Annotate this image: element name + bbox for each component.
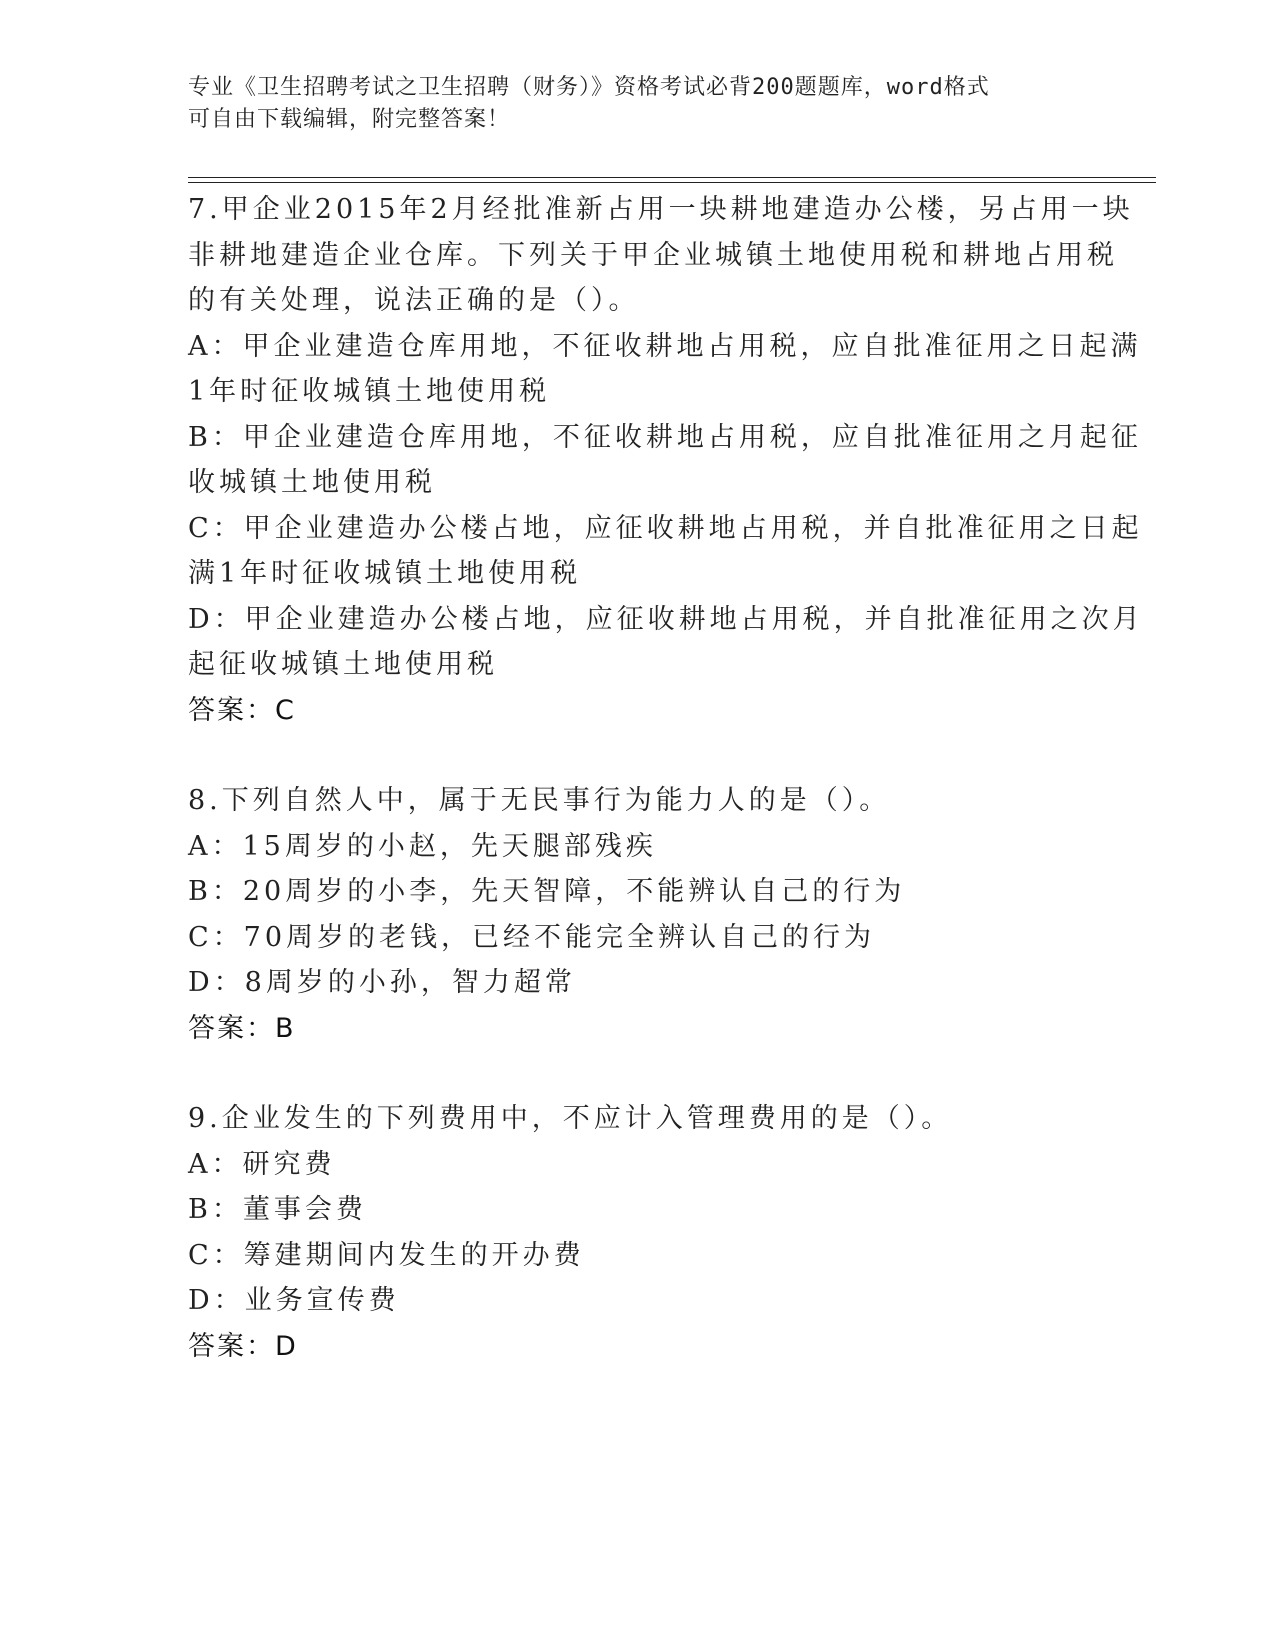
option-b: B：甲企业建造仓库用地，不征收耕地占用税，应自批准征用之月起征: [188, 421, 1142, 453]
option-b: B：20周岁的小李，先天智障，不能辨认自己的行为: [188, 876, 906, 907]
option-b: B：董事会费: [188, 1194, 367, 1225]
question-stem-line: 7.甲企业2015年2月经批准新占用一块耕地建造办公楼，另占用一块: [188, 194, 1134, 225]
option-a-continued: 1年时征收城镇土地使用税: [188, 376, 551, 407]
answer-label: 答案：D: [188, 1330, 298, 1362]
question-stem-line: 的有关处理，说法正确的是（）。: [188, 285, 640, 316]
option-a: A：甲企业建造仓库用地，不征收耕地占用税，应自批准征用之日起满: [188, 330, 1142, 362]
header-line-1: 专业《卫生招聘考试之卫生招聘（财务）》资格考试必背200题题库，word格式: [188, 75, 990, 100]
answer-label: 答案：C: [188, 694, 296, 726]
question-8: [188, 778, 1088, 1051]
question-9: [188, 1096, 1088, 1369]
option-a: A：研究费: [188, 1148, 336, 1180]
question-7: [188, 187, 1144, 733]
header-rule-bottom: [188, 182, 1156, 183]
option-c: C：筹建期间内发生的开办费: [188, 1239, 585, 1271]
question-stem-line: 非耕地建造企业仓库。下列关于甲企业城镇土地使用税和耕地占用税: [188, 239, 1118, 271]
question-stem-line: 9.企业发生的下列费用中，不应计入管理费用的是（）。: [188, 1103, 953, 1134]
question-list: [188, 187, 1144, 1369]
option-a: A：15周岁的小赵，先天腿部残疾: [188, 830, 657, 862]
question-stem-line: 8.下列自然人中，属于无民事行为能力人的是（）。: [188, 785, 891, 816]
option-c: C：70周岁的老钱，已经不能完全辨认自己的行为: [188, 921, 876, 953]
option-c: C：甲企业建造办公楼占地，应征收耕地占用税，并自批准征用之日起: [188, 512, 1143, 544]
option-d: D：8周岁的小孙，智力超常: [188, 967, 576, 998]
question-spacer: [188, 1051, 1088, 1096]
answer-label: 答案：B: [188, 1012, 296, 1044]
header-line-2: 可自由下载编辑，附完整答案！: [188, 107, 511, 132]
document-header: [188, 72, 1088, 136]
option-d-continued: 起征收城镇土地使用税: [188, 649, 498, 680]
header-rule-top: [188, 177, 1156, 178]
option-c-continued: 满1年时征收城镇土地使用税: [188, 558, 582, 589]
option-d: D：甲企业建造办公楼占地，应征收耕地占用税，并自批准征用之次月: [188, 603, 1144, 635]
option-d: D：业务宣传费: [188, 1285, 400, 1316]
option-b-continued: 收城镇土地使用税: [188, 467, 436, 498]
question-spacer: [188, 733, 1088, 778]
